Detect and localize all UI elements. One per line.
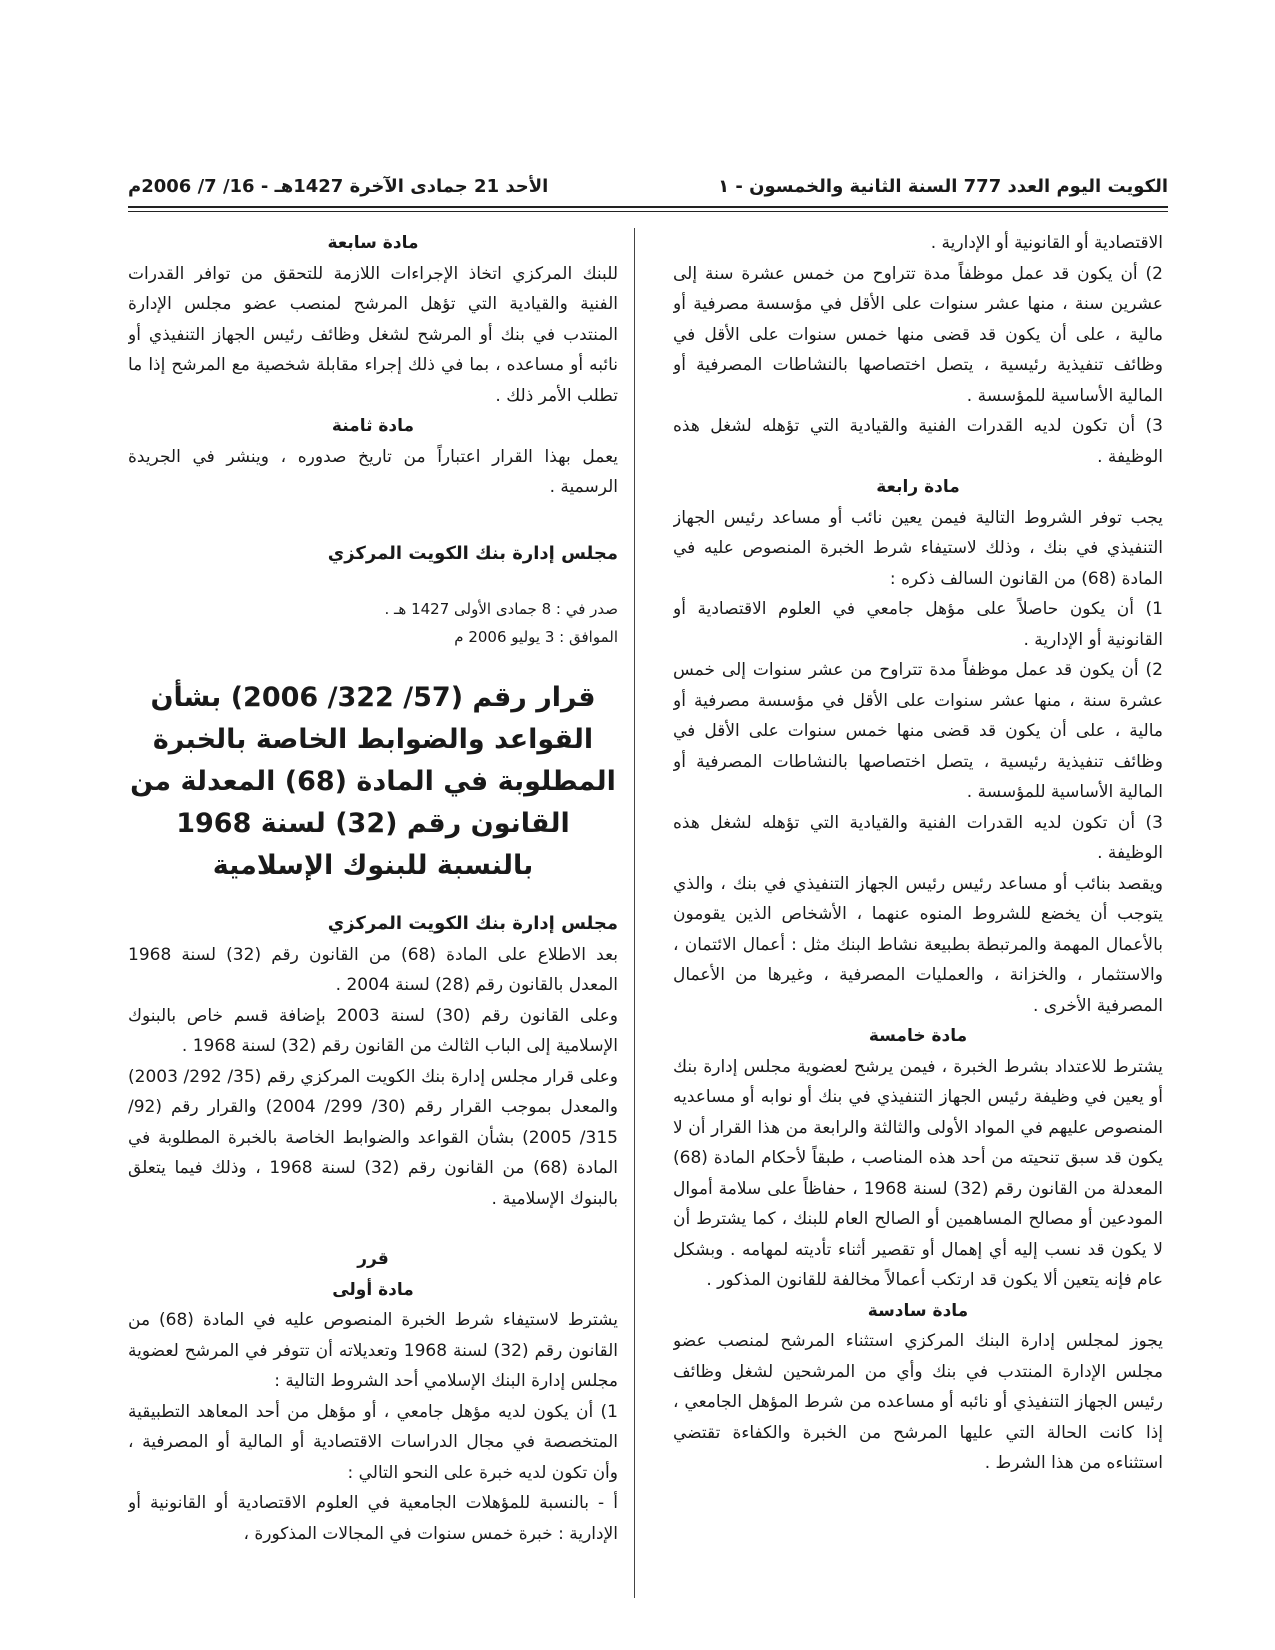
header-issue-info: الكويت اليوم العدد 777 السنة الثانية والخمسون - ١ — [718, 176, 1168, 197]
preamble-paragraph: بعد الاطلاع على المادة (68) من القانون رقم (32) لسنة 1968 المعدل بالقانون رقم (28) لسنة 2004 . — [128, 944, 618, 995]
article-heading: مادة رابعة — [876, 477, 960, 497]
header-date: الأحد 21 جمادى الآخرة 1427هـ - 16/ 7/ 2006م — [128, 176, 549, 197]
article-8-heading: مادة ثامنة — [331, 416, 415, 436]
paragraph: 2) أن يكون قد عمل موظفاً مدة تتراوح من عشر سنوات إلى خمس عشرة سنة ، منها عشر سنوات على الأقل في مؤسسة مصرفية أو مالية ، على أن يكون قد قضى منها خمس سنوات على الأقل في وظائف تنفيذية رئيسية ، يتصل اختصاصها بالنشاطات المصرفية أو المالية الأساسية للمؤسسة . — [673, 660, 1163, 802]
paragraph: يجوز لمجلس إدارة البنك المركزي استثناء المرشح لمنصب عضو مجلس الإدارة المنتدب في بنك وأي من المرشحين لشغل وظائف رئيس الجهاز التنفيذي أو نائبه أو مساعده من شرط المؤهل الجامعي ، إذا كانت الحالة التي عليها المرشح من الخبرة والكفاءة تقتضي استثناءه من هذا الشرط . — [673, 1331, 1163, 1473]
article-1-paragraph: أ - بالنسبة للمؤهلات الجامعية في العلوم الاقتصادية أو القانونية أو الإدارية : خبرة خمس سنوات في المجالات المذكورة ، — [128, 1493, 618, 1544]
paragraph: الاقتصادية أو القانونية أو الإدارية . — [930, 233, 1163, 253]
article-1-paragraph: يشترط لاستيفاء شرط الخبرة المنصوص عليه في المادة (68) من القانون رقم (32) لسنة 1968 وتعديلاته أن تتوفر في المرشح لعضوية مجلس إدارة البنك الإسلامي أحد الشروط التالية : — [128, 1310, 618, 1391]
article-1-body — [128, 1305, 618, 1549]
article-heading: مادة سادسة — [867, 1300, 969, 1321]
decree-title: قرار رقم (57/ 322/ 2006) بشأن القواعد والضوابط الخاصة بالخبرة المطلوبة في المادة (68) المعدلة من القانون رقم (32) لسنة 1968 بالنسبة للبنوك الإسلامية — [130, 682, 616, 881]
left-column — [128, 228, 618, 1608]
header-rule-thin — [128, 211, 1168, 212]
spacer — [128, 569, 618, 595]
corresponding-date: الموافق : 3 يوليو 2006 م — [454, 628, 618, 646]
preamble — [128, 940, 618, 1215]
spacer — [128, 887, 618, 909]
paragraph: يشترط للاعتداد بشرط الخبرة ، فيمن يرشح لعضوية مجلس إدارة بنك أو يعين في وظيفة رئيس الجهاز التنفيذي في بنك أو نوابه أو مساعديه المنصوص عليهم في المواد الأولى والثالثة والرابعة من هذا القرار أن لا يكون قد سبق تنحيته من أحد هذه المناصب ، طبقاً لأحكام المادة (68) المعدلة من القانون رقم (32) لسنة 1968 ، حفاظاً على سلامة أموال المودعين أو مصالح المساهمين أو الصالح العام للبنك ، كما يشترط أن لا يكون قد نسب إليه أي إهمال أو تقصير أثناء تأديته لمهامه . وبشكل عام فإنه يتعين ألا يكون قد ارتكب أعمالاً مخالفة للقانون المذكور . — [673, 1056, 1163, 1290]
article-7-heading: مادة سابعة — [327, 233, 419, 253]
right-column — [673, 228, 1163, 1608]
article-8-text: يعمل بهذا القرار اعتباراً من تاريخ صدوره ، وينشر في الجريدة الرسمية . — [128, 446, 618, 497]
paragraph: 1) أن يكون حاصلاً على مؤهل جامعي في العلوم الاقتصادية أو القانونية أو الإدارية . — [673, 599, 1163, 650]
decree-word: قرر — [357, 1249, 389, 1269]
council-name: مجلس إدارة بنك الكويت المركزي — [327, 913, 618, 934]
paragraph: يجب توفر الشروط التالية فيمن يعين نائب أو مساعد رئيس الجهاز التنفيذي في بنك ، وذلك لاستيفاء شرط الخبرة المنصوص عليه في المادة (68) من القانون السالف ذكره : — [673, 507, 1163, 589]
article-1-paragraph: 1) أن يكون لديه مؤهل جامعي ، أو مؤهل من أحد المعاهد التطبيقية المتخصصة في مجال الدراسات الاقتصادية أو المالية أو المصرفية ، وأن تكون لديه خبرة على النحو التالي : — [128, 1401, 618, 1483]
signature: مجلس إدارة بنك الكويت المركزي — [327, 542, 618, 564]
paragraph: 3) أن تكون لديه القدرات الفنية والقيادية التي تؤهله لشغل هذه الوظيفة . — [673, 416, 1163, 467]
column-divider — [634, 228, 635, 1598]
spacer — [128, 651, 618, 677]
paragraph: ويقصد بنائب أو مساعد رئيس رئيس الجهاز التنفيذي في بنك ، والذي يتوجب أن يخضع للشروط المنوه عنهما ، الأشخاص الذين يقومون بالأعمال المهمة والمرتبطة بطبيعة نشاط البنك مثل : أعمال الائتمان ، والاستثمار ، والخزانة ، والعمليات المصرفية ، وغيرها من الأعمال المصرفية الأخرى . — [673, 873, 1163, 1016]
page-header — [128, 176, 1168, 206]
issued-date: صدر في : 8 جمادى الأولى 1427 هـ . — [384, 600, 618, 618]
article-1-heading: مادة أولى — [332, 1279, 414, 1300]
spacer — [128, 1214, 618, 1244]
header-rule — [128, 206, 1168, 208]
article-7-text: للبنك المركزي اتخاذ الإجراءات اللازمة للتحقق من توافر القدرات الفنية والقيادية التي تؤهل المرشح لمنصب عضو مجلس الإدارة المنتدب في بنك أو المرشح لشغل وظائف رئيس الجهاز التنفيذي أو نائبه أو مساعده ، بما في ذلك إجراء مقابلة شخصية مع المرشح إذا ما تطلب الأمر ذلك . — [128, 263, 618, 406]
preamble-paragraph: وعلى القانون رقم (30) لسنة 2003 بإضافة قسم خاص بالبنوك الإسلامية إلى الباب الثالث من القانون رقم (32) لسنة 1968 . — [128, 1005, 618, 1056]
preamble-paragraph: وعلى قرار مجلس إدارة بنك الكويت المركزي رقم (35/ 292/ 2003) والمعدل بموجب القرار رقم (30/ 299/ 2004) والقرار رقم (92/ 315/ 2005) بشأن القواعد والضوابط الخاصة بالخبرة المطلوبة في المادة (68) من القانون رقم (32) لسنة 1968 ، وذلك فيما يتعلق بالبنوك الإسلامية . — [128, 1066, 618, 1209]
paragraph: 2) أن يكون قد عمل موظفاً مدة تتراوح من خمس عشرة سنة إلى عشرين سنة ، منها عشر سنوات على الأقل في مؤسسة مصرفية أو مالية ، على أن يكون قد قضى منها خمس سنوات على الأقل في وظائف تنفيذية رئيسية ، يتصل اختصاصها بالنشاطات المصرفية أو المالية الأساسية للمؤسسة . — [673, 263, 1163, 406]
article-heading: مادة خامسة — [868, 1026, 968, 1046]
paragraph: 3) أن تكون لديه القدرات الفنية والقيادية التي تؤهله لشغل هذه الوظيفة . — [673, 812, 1163, 863]
spacer — [128, 503, 618, 539]
